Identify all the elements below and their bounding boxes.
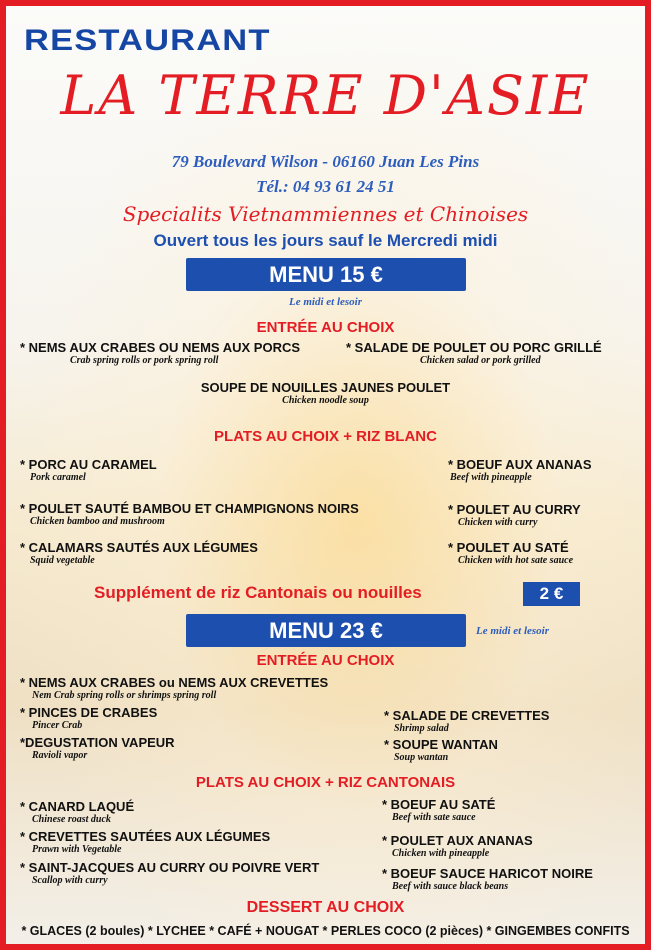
item-name: SOUPE DE NOUILLES JAUNES POULET (200, 380, 451, 395)
menu-23-plat-item (20, 829, 270, 855)
menu-15-plats-title: PLATS AU CHOIX + RIZ BLANC (214, 428, 437, 445)
menu-15-title: MENU 15 € (186, 258, 466, 291)
item-name: * BOEUF AU SATÉ (382, 797, 496, 812)
menu-23-entree-item (20, 735, 175, 761)
menu-15-entree-item (20, 340, 300, 366)
item-translation: Ravioli vapor (32, 750, 88, 761)
menu-23-plat-item (382, 833, 533, 859)
menu-23-entree-item (20, 675, 328, 701)
dessert-title: DESSERT AU CHOIX (246, 899, 405, 916)
supplement-text: Supplément de riz Cantonais ou nouilles (94, 583, 422, 602)
item-name: * SALADE DE CREVETTES (384, 708, 550, 723)
item-translation: Chinese roast duck (32, 814, 111, 825)
item-translation: Prawn with Vegetable (32, 844, 122, 855)
menu-15-plat-item (20, 540, 258, 566)
item-translation: Chicken with curry (458, 517, 538, 528)
menu-23-subtitle: Le midi et lesoir (476, 625, 550, 637)
menu-15-plat-item (20, 457, 157, 483)
menu-15-plat-item (448, 540, 573, 566)
item-translation: Pork caramel (30, 472, 86, 483)
menu-23-plat-item (382, 866, 593, 892)
item-name: * CREVETTES SAUTÉES AUX LÉGUMES (20, 829, 271, 844)
item-name: * POULET AU CURRY (448, 502, 581, 517)
menu-15-entree-title: ENTRÉE AU CHOIX (256, 319, 395, 336)
item-name: * SOUPE WANTAN (384, 737, 498, 752)
menu-23-plat-item (382, 797, 495, 823)
item-name: * BOEUF SAUCE HARICOT NOIRE (382, 866, 593, 881)
item-translation: Beef with pineapple (450, 472, 532, 483)
menu-23-entree-title: ENTRÉE AU CHOIX (256, 652, 395, 669)
item-translation: Chicken with hot sate sauce (458, 555, 574, 566)
item-name: * POULET AUX ANANAS (382, 833, 533, 848)
item-name: * NEMS AUX CRABES ou NEMS AUX CREVETTES (20, 675, 329, 690)
menu-15-entree-item (346, 340, 602, 366)
menu-23-plat-item (20, 860, 319, 886)
menu-15-plat-item (448, 457, 592, 483)
menu-15-plat-item (20, 501, 359, 527)
specialites: Specialits Vietnammiennes et Chinoises (122, 202, 529, 226)
item-translation: Scallop with curry (32, 875, 108, 886)
menu-15-plat-item (448, 502, 581, 528)
item-translation: Squid vegetable (30, 555, 95, 566)
opening-hours: Ouvert tous les jours sauf le Mercredi midi (153, 231, 498, 250)
menu-23-title: MENU 23 € (186, 614, 466, 647)
item-translation: Pincer Crab (32, 720, 83, 731)
item-name: * CANARD LAQUÉ (20, 799, 135, 814)
menu-23-entree-item (20, 705, 157, 731)
item-translation: Chicken noodle soup (282, 395, 369, 406)
item-name: * SAINT-JACQUES AU CURRY OU POIVRE VERT (20, 860, 320, 875)
item-name: * NEMS AUX CRABES OU NEMS AUX PORCS (20, 340, 301, 355)
item-name: * PORC AU CARAMEL (20, 457, 157, 472)
item-translation: Chicken salad or pork grilled (420, 355, 541, 366)
item-name: * POULET AU SATÉ (448, 540, 569, 555)
item-translation: Chicken with pineapple (392, 848, 490, 859)
item-translation: Beef with sate sauce (392, 812, 476, 823)
item-name: * CALAMARS SAUTÉS AUX LÉGUMES (20, 540, 258, 555)
menu-23-entree-item (384, 737, 498, 763)
dessert-items: * GLACES (2 boules) * LYCHEE * CAFÉ + NOUGAT * PERLES COCO (2 pièces) * GINGEMBES CONFITS (21, 924, 630, 938)
address: 79 Boulevard Wilson - 06160 Juan Les Pins (171, 152, 480, 171)
item-translation: Nem Crab spring rolls or shrimps spring roll (32, 690, 217, 701)
item-translation: Chicken bamboo and mushroom (30, 516, 165, 527)
menu-23-plats-title: PLATS AU CHOIX + RIZ CANTONAIS (195, 774, 456, 791)
telephone: Tél.: 04 93 61 24 51 (256, 177, 395, 196)
supplement-price: 2 € (523, 582, 580, 606)
menu-23-plat-item (20, 799, 134, 825)
item-name: * BOEUF AUX ANANAS (448, 457, 592, 472)
item-translation: Soup wantan (394, 752, 449, 763)
item-name: * SALADE DE POULET OU PORC GRILLÉ (346, 340, 602, 355)
item-name: * PINCES DE CRABES (20, 705, 158, 720)
item-translation: Beef with sauce black beans (392, 881, 509, 892)
item-name: * POULET SAUTÉ BAMBOU ET CHAMPIGNONS NOIRS (20, 501, 359, 516)
item-translation: Shrimp salad (394, 723, 449, 734)
menu-15-entree-item (6, 380, 645, 406)
item-name: *DEGUSTATION VAPEUR (20, 735, 175, 750)
menu-23-entree-item (384, 708, 549, 734)
restaurant-name: LA TERRE D'ASIE (60, 64, 591, 127)
menu-15-subtitle: Le midi et lesoir (288, 296, 362, 308)
item-translation: Crab spring rolls or pork spring roll (70, 355, 219, 366)
restaurant-label: RESTAURANT (24, 24, 271, 57)
